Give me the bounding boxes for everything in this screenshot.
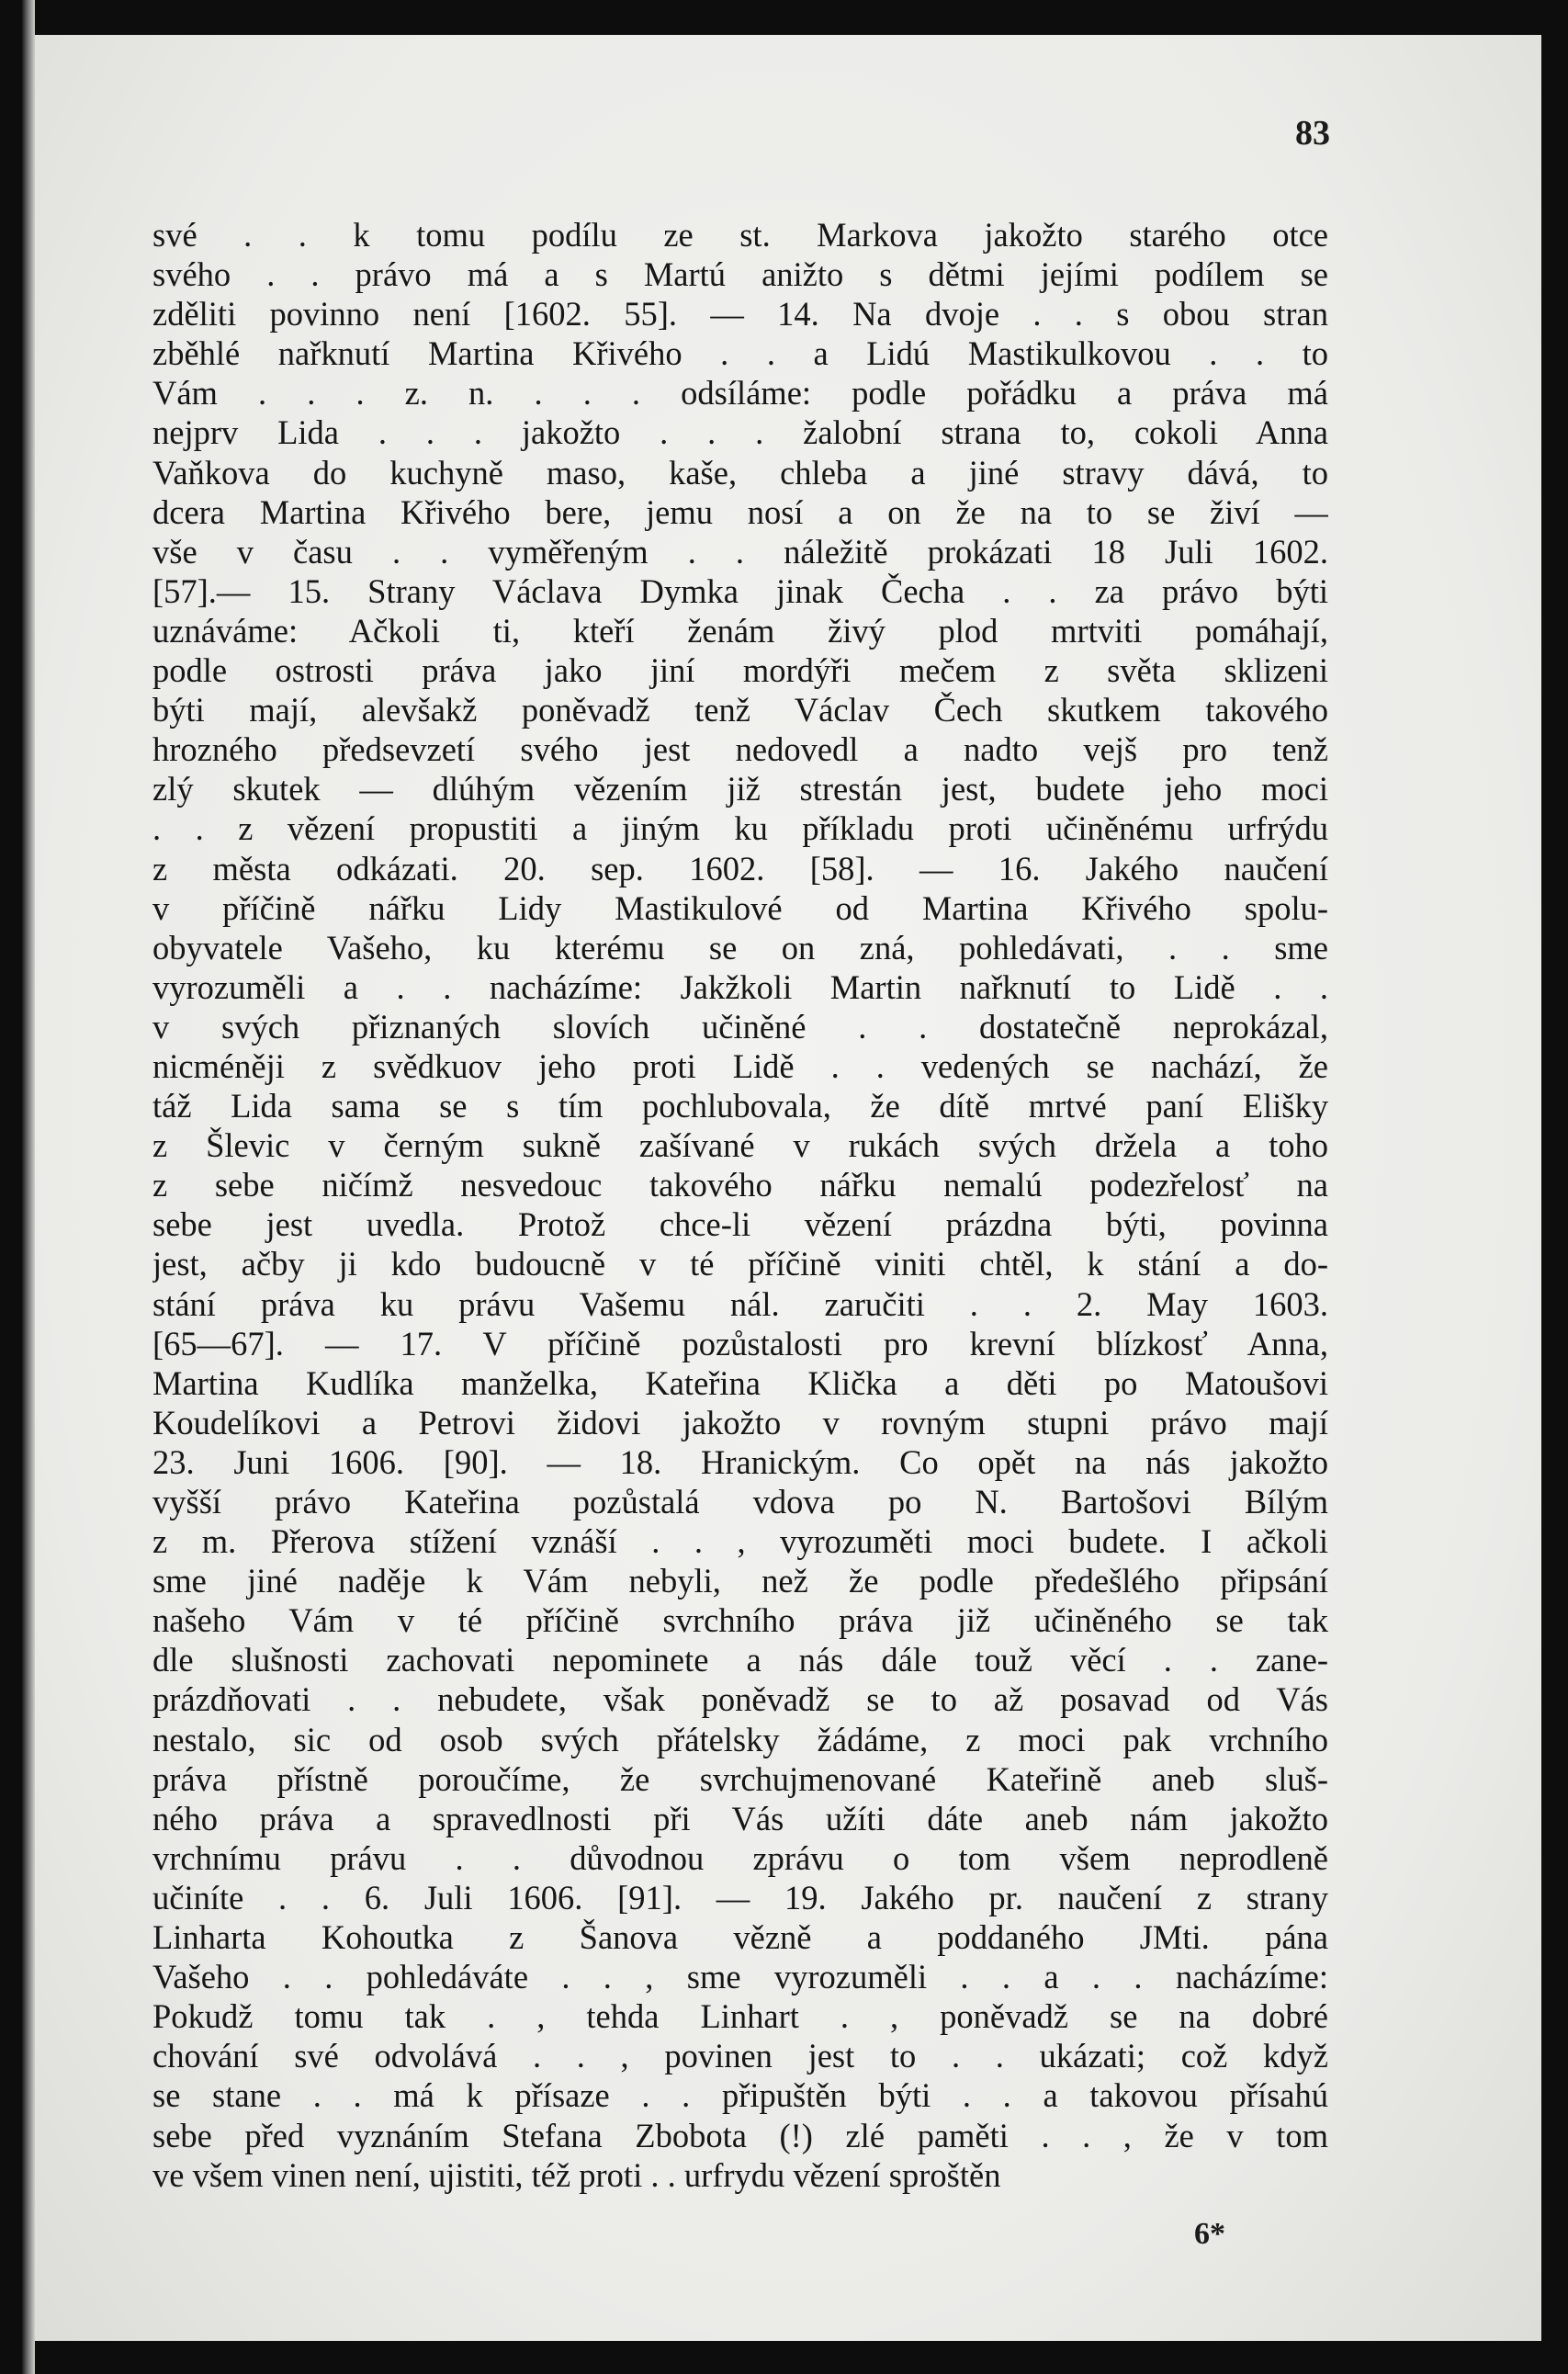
text-line: zlý skutek — dlúhým vězením již strestán jest, budete jeho moci: [152, 770, 1328, 808]
text-line: dcera Martina Křivého bere, jemu nosí a on že na to se živí —: [152, 492, 1328, 531]
text-line: sebe před vyznáním Stefana Zbobota (!) zlé paměti . . , že v tom: [152, 2116, 1328, 2154]
text-line: nicméněji z svědkuov jeho proti Lidě . . vedených se nachází, že: [152, 1046, 1328, 1085]
text-line: prázdňovati . . nebudete, však poněvadž se to až posavad od Vás: [152, 1680, 1328, 1719]
text-line: Vašeho . . pohledáváte . . , sme vyrozuměli . . a . . nacházíme:: [152, 1958, 1328, 1996]
text-line: svého . . právo má a s Martú anižto s dětmi jejími podílem se: [152, 255, 1328, 294]
body-text: [152, 215, 1328, 2195]
text-line: své . . k tomu podílu ze st. Markova jakožto starého otce: [152, 216, 1328, 254]
text-line: Vám . . . z. n. . . . odsíláme: podle pořádku a práva má: [152, 374, 1328, 413]
text-line: nestalo, sic od osob svých přátelsky žádáme, z moci pak vrchního: [152, 1720, 1328, 1758]
text-line: práva přístně poroučíme, že svrchujmenované Kateřině aneb sluš-: [152, 1759, 1328, 1798]
text-line: vše v času . . vyměřeným . . náležitě prokázati 18 Juli 1602.: [152, 532, 1328, 571]
text-line: Koudelíkovi a Petrovi židovi jakožto v rovným stupni právo mají: [152, 1403, 1328, 1441]
page-number: 83: [1295, 114, 1330, 153]
text-line: Vaňkova do kuchyně maso, kaše, chleba a jiné stravy dává, to: [152, 453, 1328, 492]
text-line: podle ostrosti práva jako jiní mordýři mečem z světa sklizeni: [152, 651, 1328, 690]
text-line: jest, ačby ji kdo budoucně v té příčině viniti chtěl, k stání a do-: [152, 1245, 1328, 1283]
text-line: 23. Juni 1606. [90]. — 18. Hranickým. Co opět na nás jakožto: [152, 1442, 1328, 1481]
text-line: sebe jest uvedla. Protož chce-li vězení prázdna býti, povinna: [152, 1205, 1328, 1244]
book-page: [35, 35, 1541, 2341]
text-line: se stane . . má k přísaze . . připuštěn býti . . a takovou přísahú: [152, 2076, 1328, 2115]
text-line: našeho Vám v té příčině svrchního práva již učiněného se tak: [152, 1601, 1328, 1640]
text-line: hrozného předsevzetí svého jest nedovedl a nadto vejš pro tenž: [152, 730, 1328, 769]
printer-signature: 6*: [1194, 2217, 1225, 2251]
text-line: Pokudž tomu tak . , tehda Linhart . , poněvadž se na dobré: [152, 1997, 1328, 2036]
text-line: táž Lida sama se s tím pochlubovala, že dítě mrtvé paní Elišky: [152, 1087, 1328, 1125]
text-line: Martina Kudlíka manželka, Kateřina Klička a děti po Matoušovi: [152, 1363, 1328, 1402]
text-line: ve všem vinen není, ujistiti, též proti . . urfrydu vězení sproštěn: [152, 2155, 1001, 2194]
text-line: ného práva a spravedlnosti při Vás užíti dáte aneb nám jakožto: [152, 1799, 1328, 1837]
text-line: obyvatele Vašeho, ku kterému se on zná, pohledávati, . . sme: [152, 928, 1328, 967]
text-line: dle slušnosti zachovati nepominete a nás dále touž věcí . . zane-: [152, 1641, 1328, 1679]
text-line: nejprv Lida . . . jakožto . . . žalobní strana to, cokoli Anna: [152, 413, 1328, 452]
text-line: z města odkázati. 20. sep. 1602. [58]. — 16. Jakého naučení: [152, 849, 1328, 887]
text-line: chování své odvolává . . , povinen jest to . . ukázati; což když: [152, 2037, 1328, 2075]
text-line: vrchnímu právu . . důvodnou zprávu o tom všem neprodleně: [152, 1838, 1328, 1877]
text-line: z sebe ničímž nesvedouc takového nářku nemalú podezřelosť na: [152, 1166, 1328, 1204]
text-line: vyšší právo Kateřina pozůstalá vdova po N. Bartošovi Bílým: [152, 1483, 1328, 1520]
text-line: sme jiné naděje k Vám nebyli, než že podle předešlého připsání: [152, 1562, 1328, 1600]
text-line: zběhlé nařknutí Martina Křivého . . a Lidú Mastikulkovou . . to: [152, 334, 1328, 373]
text-line: [65—67]. — 17. V příčině pozůstalosti pro krevní blízkosť Anna,: [152, 1324, 1328, 1362]
text-line: učiníte . . 6. Juli 1606. [91]. — 19. Jakého pr. naučení z strany: [152, 1878, 1328, 1916]
text-line: býti mají, alevšakž poněvadž tenž Václav Čech skutkem takového: [152, 691, 1328, 729]
page-edge: [22, 0, 35, 2374]
text-line: z m. Přerova stížení vznáší . . , vyrozuměti moci budete. I ačkoli: [152, 1522, 1328, 1561]
text-line: uznáváme: Ačkoli ti, kteří ženám živý plod mrtviti pomáhají,: [152, 611, 1328, 650]
text-line: vyrozuměli a . . nacházíme: Jakžkoli Martin nařknutí to Lidě . .: [152, 967, 1328, 1006]
text-line: z Šlevic v černým sukně zašívané v rukách svých držela a toho: [152, 1126, 1328, 1165]
text-line: v svých přiznaných slovích učiněné . . dostatečně neprokázal,: [152, 1007, 1328, 1046]
text-line: zděliti povinno není [1602. 55]. — 14. Na dvoje . . s obou stran: [152, 295, 1328, 333]
text-line: [57].— 15. Strany Václava Dymka jinak Čecha . . za právo býti: [152, 571, 1328, 610]
text-line: Linharta Kohoutka z Šanova vězně a poddaného JMti. pána: [152, 1918, 1328, 1957]
text-line: v příčině nářku Lidy Mastikulové od Martina Křivého spolu-: [152, 888, 1328, 927]
text-line: . . z vězení propustiti a jiným ku příkladu proti učiněnému urfrýdu: [152, 809, 1328, 848]
text-line: stání práva ku právu Vašemu nál. zaručiti . . 2. May 1603.: [152, 1284, 1328, 1323]
